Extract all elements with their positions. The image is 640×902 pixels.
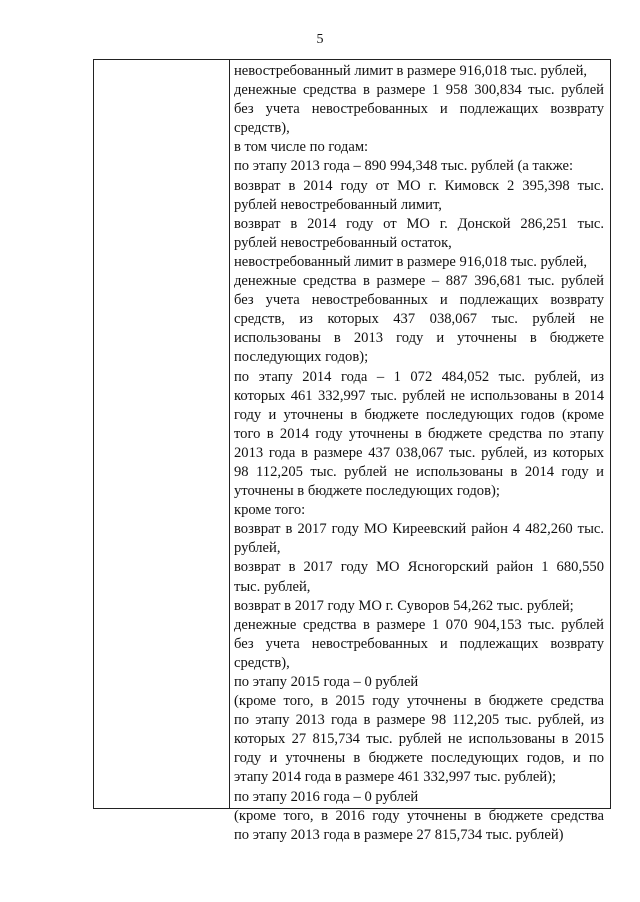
page-number: 5 <box>316 32 324 47</box>
text-line: (кроме того, в 2015 году уточнены в бюджете средства <box>234 693 604 710</box>
text-line: использованы в 2013 году и уточнены в бюджете <box>234 330 604 347</box>
text-line: которых 461 332,997 тыс. рублей не использованы в 2014 <box>234 387 604 404</box>
text-line: по этапу 2013 года в размере 27 815,734 тыс. рублей) <box>234 826 564 843</box>
text-line: возврат в 2017 году МО г. Суворов 54,262 тыс. рублей; <box>234 597 574 614</box>
text-line: средств), <box>234 654 290 671</box>
text-line: денежные средства в размере – 887 396,681 тыс. рублей <box>234 273 604 290</box>
text-line: году и уточнены в бюджете последующих годов (кроме <box>234 406 604 423</box>
text-line: этапу 2014 года в размере 461 332,997 тыс. рублей); <box>234 769 557 786</box>
text-line: (кроме того, в 2016 году уточнены в бюджете средства <box>234 807 604 824</box>
text-line: году и уточнены в бюджете последующих годов, и по <box>234 750 604 767</box>
text-line: по этапу 2014 года – 1 072 484,052 тыс. рублей, из <box>234 368 604 385</box>
text-line: по этапу 2015 года – 0 рублей <box>234 674 419 690</box>
text-line: средств), <box>234 120 290 137</box>
text-line: без учета невостребованных и подлежащих возврату <box>234 292 604 309</box>
table-left-cell <box>94 60 230 808</box>
text-line: средств, из которых 437 038,067 тыс. рублей не <box>234 311 604 328</box>
text-line: без учета невостребованных и подлежащих возврату <box>234 635 604 652</box>
text-line: рублей невостребованный остаток, <box>234 234 452 251</box>
text-line: того в 2014 году уточнены в бюджете средства по этапу <box>234 425 604 442</box>
text-line: без учета невостребованных и подлежащих возврату <box>234 101 604 118</box>
text-line: невостребованный лимит в размере 916,018 тыс. рублей, <box>234 253 588 270</box>
text-line: по этапу 2016 года – 0 рублей <box>234 788 419 805</box>
text-line: возврат в 2014 году от МО г. Донской 286,251 тыс. <box>234 215 604 232</box>
text-line: рублей, <box>234 540 281 557</box>
text-line: денежные средства в размере 1 958 300,834 тыс. рублей <box>234 82 604 99</box>
text-line: кроме того: <box>234 502 306 519</box>
text-line: тыс. рублей, <box>234 578 311 595</box>
text-line: по этапу 2013 года в размере 98 112,205 тыс. рублей, из <box>234 712 604 729</box>
text-line: 2013 года в размере 437 038,067 тыс. рублей, из которых <box>234 444 604 461</box>
text-line: возврат в 2017 году МО Киреевский район 4 482,260 тыс. <box>234 521 604 538</box>
document-table <box>93 59 611 843</box>
text-line: последующих годов); <box>234 349 369 366</box>
text-line: по этапу 2013 года – 890 994,348 тыс. рублей (а также: <box>234 158 574 175</box>
text-line: 98 112,205 тыс. рублей не использованы в 2014 году и <box>234 463 604 480</box>
text-line: денежные средства в размере 1 070 904,153 тыс. рублей <box>234 616 604 633</box>
text-line: рублей невостребованный лимит, <box>234 196 442 213</box>
text-line: возврат в 2014 году от МО г. Кимовск 2 395,398 тыс. <box>234 177 604 194</box>
table-right-cell <box>230 60 610 843</box>
text-line: в том числе по годам: <box>234 139 369 156</box>
text-line: которых 27 815,734 тыс. рублей не использованы в 2015 <box>234 731 604 748</box>
text-line: возврат в 2017 году МО Ясногорский район 1 680,550 <box>234 559 604 576</box>
text-line: невостребованный лимит в размере 916,018 тыс. рублей, <box>234 63 588 79</box>
text-line: уточнены в бюджете последующих годов); <box>234 483 500 500</box>
